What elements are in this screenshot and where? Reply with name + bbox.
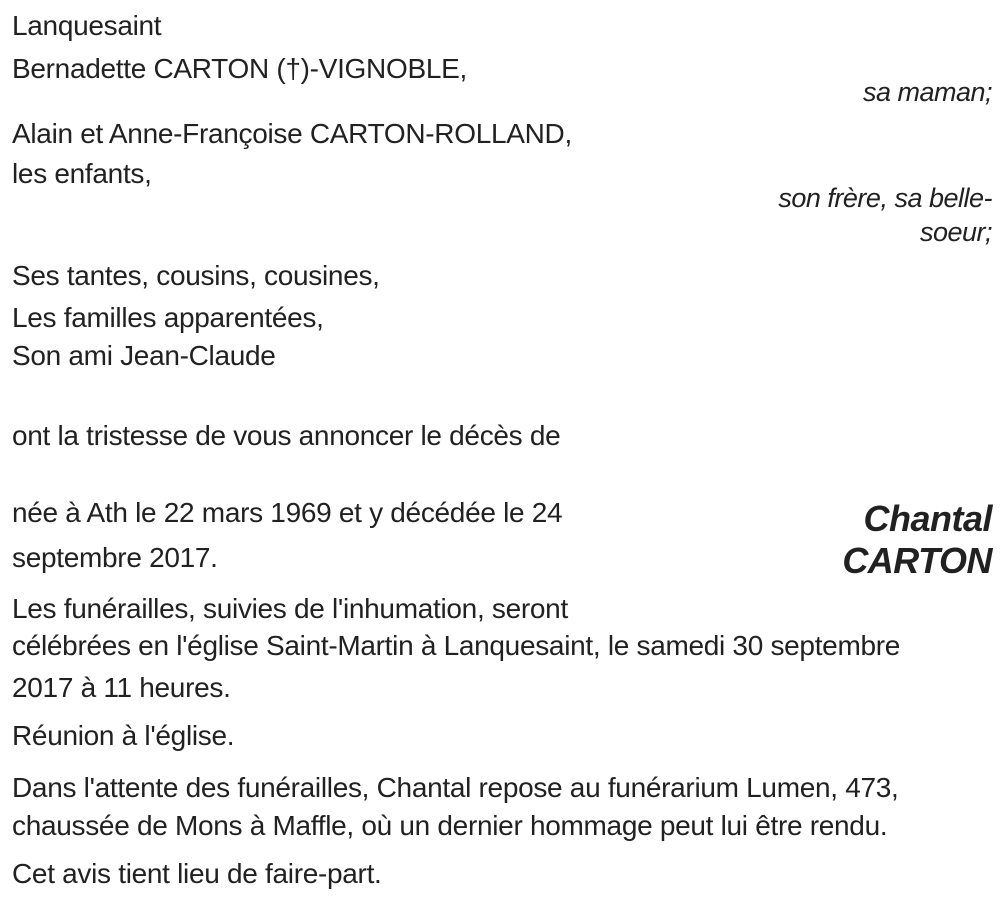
place-line: Lanquesaint — [12, 10, 162, 41]
life-dates-line-2: septembre 2017. — [12, 542, 218, 573]
meeting-line: Réunion à l'église. — [12, 720, 235, 751]
relatives-line-2: Les familles apparentées, — [12, 302, 324, 333]
repose-line-2: chaussée de Mons à Maffle, où un dernier hommage peut lui être rendu. — [12, 810, 888, 841]
mother-name-line: Bernadette CARTON (†)-VIGNOBLE, — [12, 53, 467, 84]
deceased-first-name: Chantal — [863, 498, 992, 539]
brother-relation-label-line1: son frère, sa belle- — [778, 183, 992, 213]
mother-relation-label: sa maman; — [862, 77, 992, 107]
funeral-line-3: 2017 à 11 heures. — [12, 672, 231, 703]
announcement-intro-line: ont la tristesse de vous annoncer le décès de — [12, 420, 561, 451]
brother-couple-line: Alain et Anne-Françoise CARTON-ROLLAND, — [12, 118, 572, 149]
deceased-last-name: CARTON — [842, 540, 992, 581]
friend-line: Son ami Jean-Claude — [12, 340, 276, 371]
closing-notice-line: Cet avis tient lieu de faire-part. — [12, 858, 382, 889]
funeral-line-1: Les funérailles, suivies de l'inhumation, seront — [12, 593, 568, 624]
life-dates-line-1: née à Ath le 22 mars 1969 et y décédée le 24 — [12, 497, 563, 528]
repose-line-1: Dans l'attente des funérailles, Chantal repose au funérarium Lumen, 473, — [12, 772, 899, 803]
brother-relation-label-line2: soeur; — [919, 217, 992, 247]
funeral-line-2: célébrées en l'église Saint-Martin à Lanquesaint, le samedi 30 septembre — [12, 630, 901, 661]
relatives-line-1: Ses tantes, cousins, cousines, — [12, 260, 380, 291]
brother-children-line: les enfants, — [12, 158, 152, 189]
